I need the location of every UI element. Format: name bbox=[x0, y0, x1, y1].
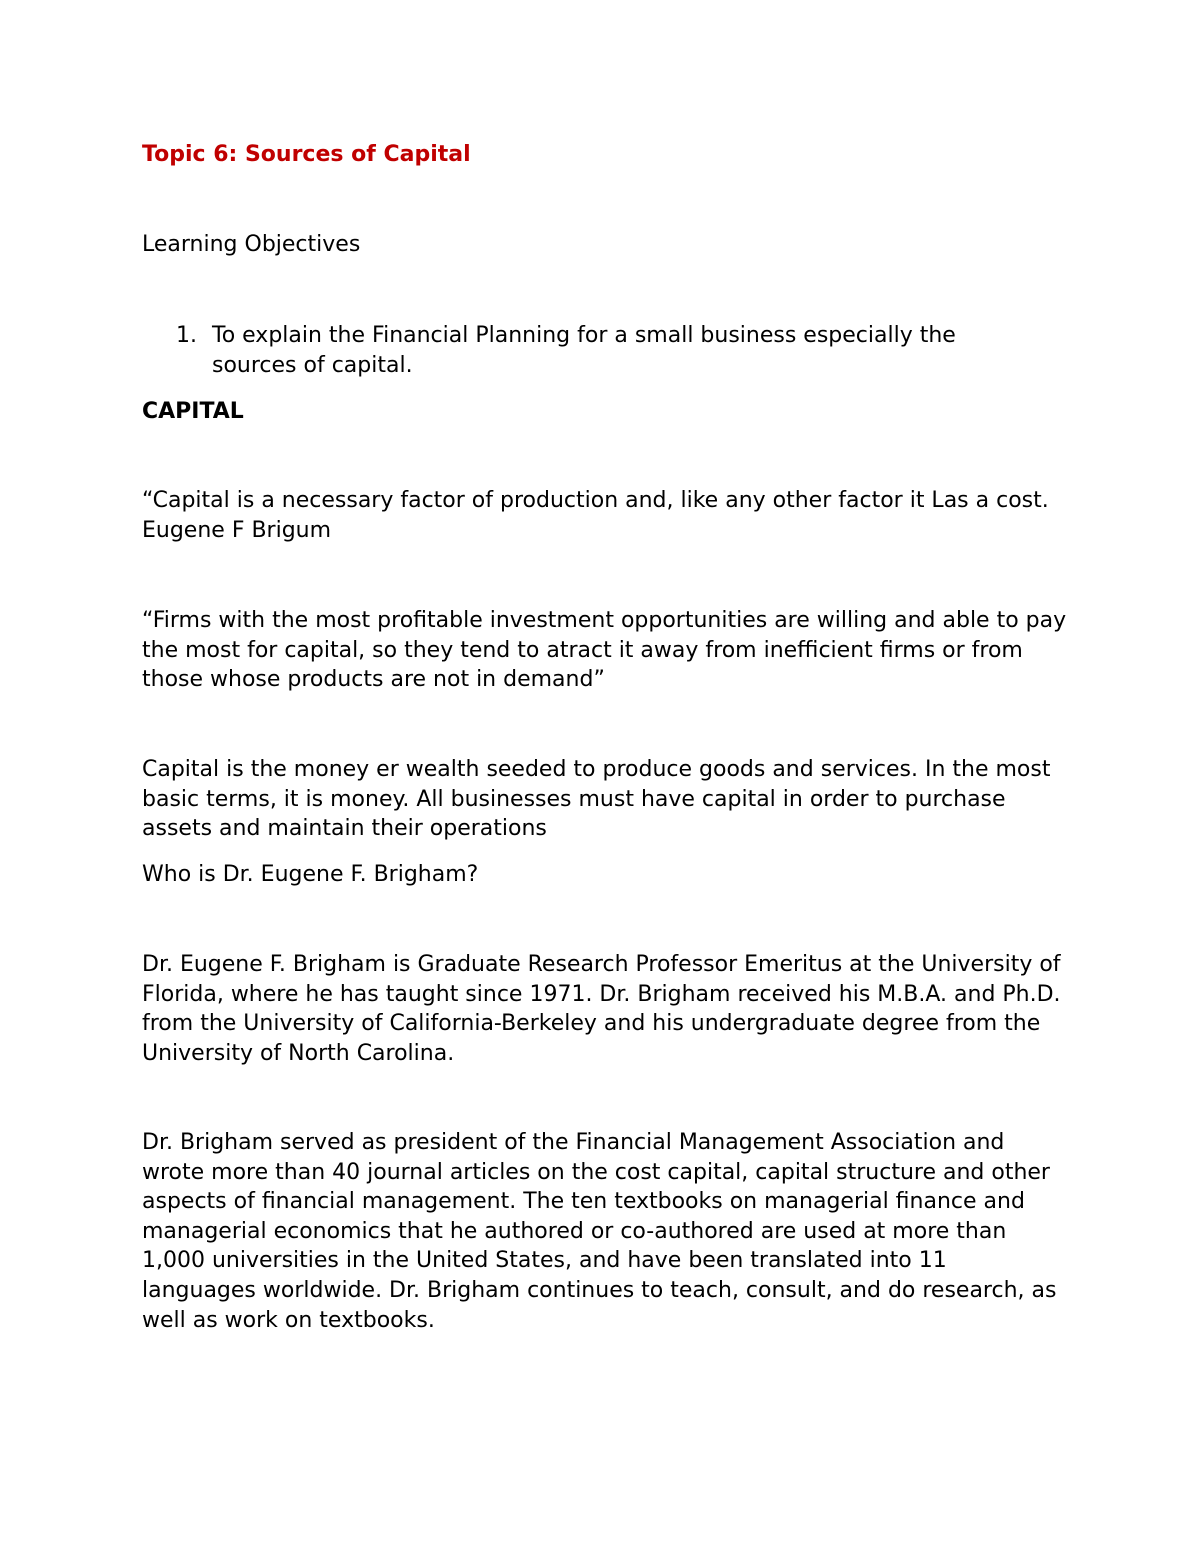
topic-title: Topic 6: Sources of Capital bbox=[142, 142, 471, 167]
objective-text: To explain the Financial Planning for a small business especially the sources of capital. bbox=[212, 323, 956, 378]
brigham-question: Who is Dr. Eugene F. Brigham? bbox=[142, 862, 479, 887]
quote-firms: “Firms with the most profitable investment opportunities are willing and able to pay the most for capital, so they tend to atract it away from inefficient firms or from those whose products are not in demand” bbox=[142, 608, 1067, 693]
objective-number: 1. bbox=[176, 323, 197, 348]
learning-objectives-heading: Learning Objectives bbox=[142, 232, 361, 257]
quote-brigham: “Capital is a necessary factor of production and, like any other factor it Las a cost. Eugene F Brigum bbox=[142, 488, 1049, 543]
brigham-bio-paragraph-1: Dr. Eugene F. Brigham is Graduate Research Professor Emeritus at the University of Florida, where he has taught since 1971. Dr. Brigham received his M.B.A. and Ph.D. from the University of California-Berkeley and his undergraduate degree from the University of North Carolina. bbox=[142, 952, 1061, 1066]
capital-definition-paragraph: Capital is the money er wealth seeded to produce goods and services. In the most basic terms, it is money. All businesses must have capital in order to purchase assets and maintain their operations bbox=[142, 757, 1051, 842]
brigham-bio-paragraph-2: Dr. Brigham served as president of the Financial Management Association and wrote more than 40 journal articles on the cost capital, capital structure and other aspects of financial management. The ten textbooks on managerial finance and managerial economics that he authored or co-authored are used at more than 1,000 universities in the United States, and have been translated into 11 languages worldwide. Dr. Brigham continues to teach, consult, and do research, as well as work on textbooks. bbox=[142, 1130, 1057, 1333]
capital-section-heading: CAPITAL bbox=[142, 399, 244, 424]
